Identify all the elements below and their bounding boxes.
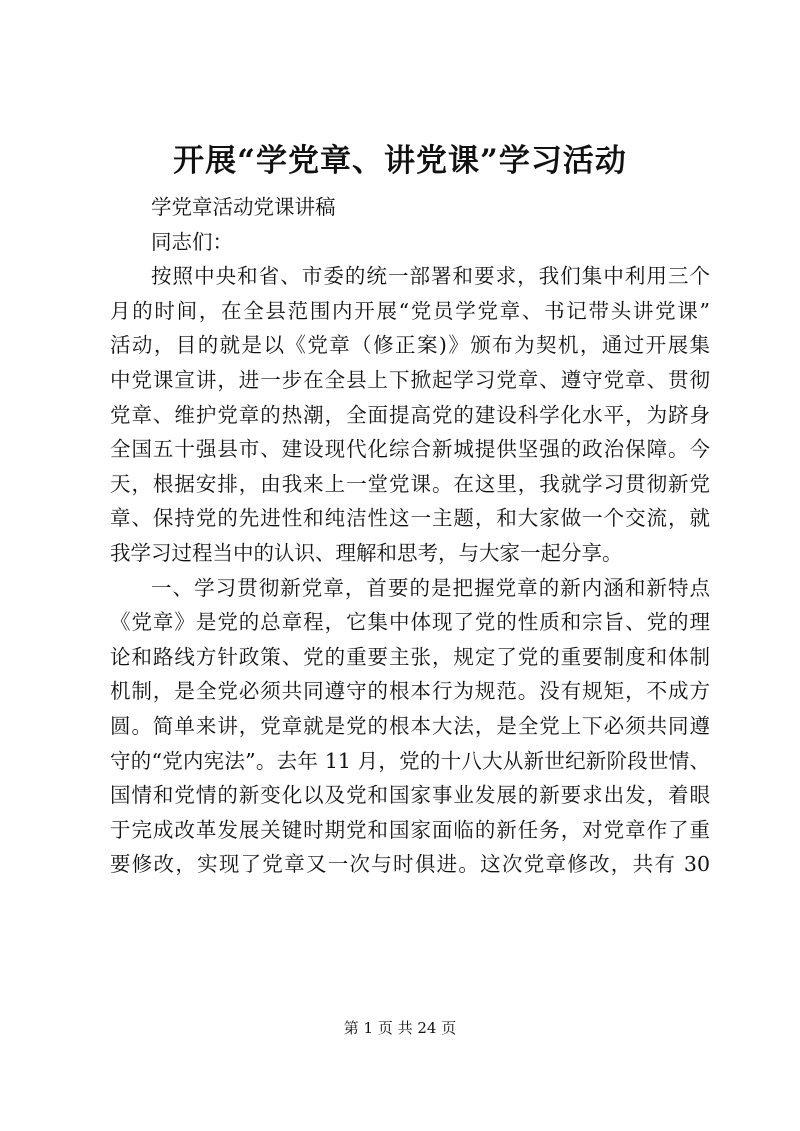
paragraph-line: 全国五十强县市、建设现代化综合新城提供坚强的政治保障。今 [110,437,710,462]
paragraph-line: 论和路线方针政策、党的重要主张，规定了党的重要制度和体制 [110,644,710,669]
paragraph-line: 《党章》是党的总章程，它集中体现了党的性质和宗旨、党的理 [110,610,710,635]
paragraph-line: 机制，是全党必须共同遵守的根本行为规范。没有规矩，不成方 [110,679,710,704]
paragraph-line: 要修改，实现了党章又一次与时俱进。这次党章修改，共有 30 [110,852,710,877]
document-body [110,190,710,882]
paragraph-line: 圆。简单来讲，党章就是党的根本大法，是全党上下必须共同遵 [110,713,710,738]
paragraph-line: 章、保持党的先进性和纯洁性这一主题，和大家做一个交流，就 [110,506,710,531]
paragraph-line: 守的“党内宪法”。去年 11 月，党的十八大从新世纪新阶段世情、 [110,748,710,773]
paragraph-line: 中党课宣讲，进一步在全县上下掀起学习党章、遵守党章、贯彻 [110,367,710,392]
subtitle-line: 学党章活动党课讲稿 [151,195,336,219]
paragraph-line: 国情和党情的新变化以及党和国家事业发展的新要求出发，着眼 [110,783,710,808]
paragraph-line: 天，根据安排，由我来上一堂党课。在这里，我就学习贯彻新党 [110,471,710,496]
paragraph-line: 月的时间，在全县范围内开展“党员学党章、书记带头讲党课” [110,298,710,323]
paragraph-line: 于完成改革发展关键时期党和国家面临的新任务，对党章作了重 [110,817,710,842]
paragraph-line: 活动，目的就是以《党章（修正案)》颁布为契机，通过开展集 [110,333,710,358]
page-number-footer: 第 1 页 共 24 页 [343,1019,457,1037]
document-title: 开展“学党章、讲党课”学习活动 [173,143,627,179]
paragraph-line: 我学习过程当中的认识、理解和思考，与大家一起分享。 [110,540,623,565]
paragraph-line: 党章、维护党章的热潮，全面提高党的建设科学化水平，为跻身 [110,402,710,427]
salutation-line: 同志们： [151,229,233,254]
paragraph-line: 按照中央和省、市委的统一部署和要求，我们集中利用三个 [151,264,710,289]
section-heading-line: 一、学习贯彻新党章，首要的是把握党章的新内涵和新特点 [151,575,710,600]
